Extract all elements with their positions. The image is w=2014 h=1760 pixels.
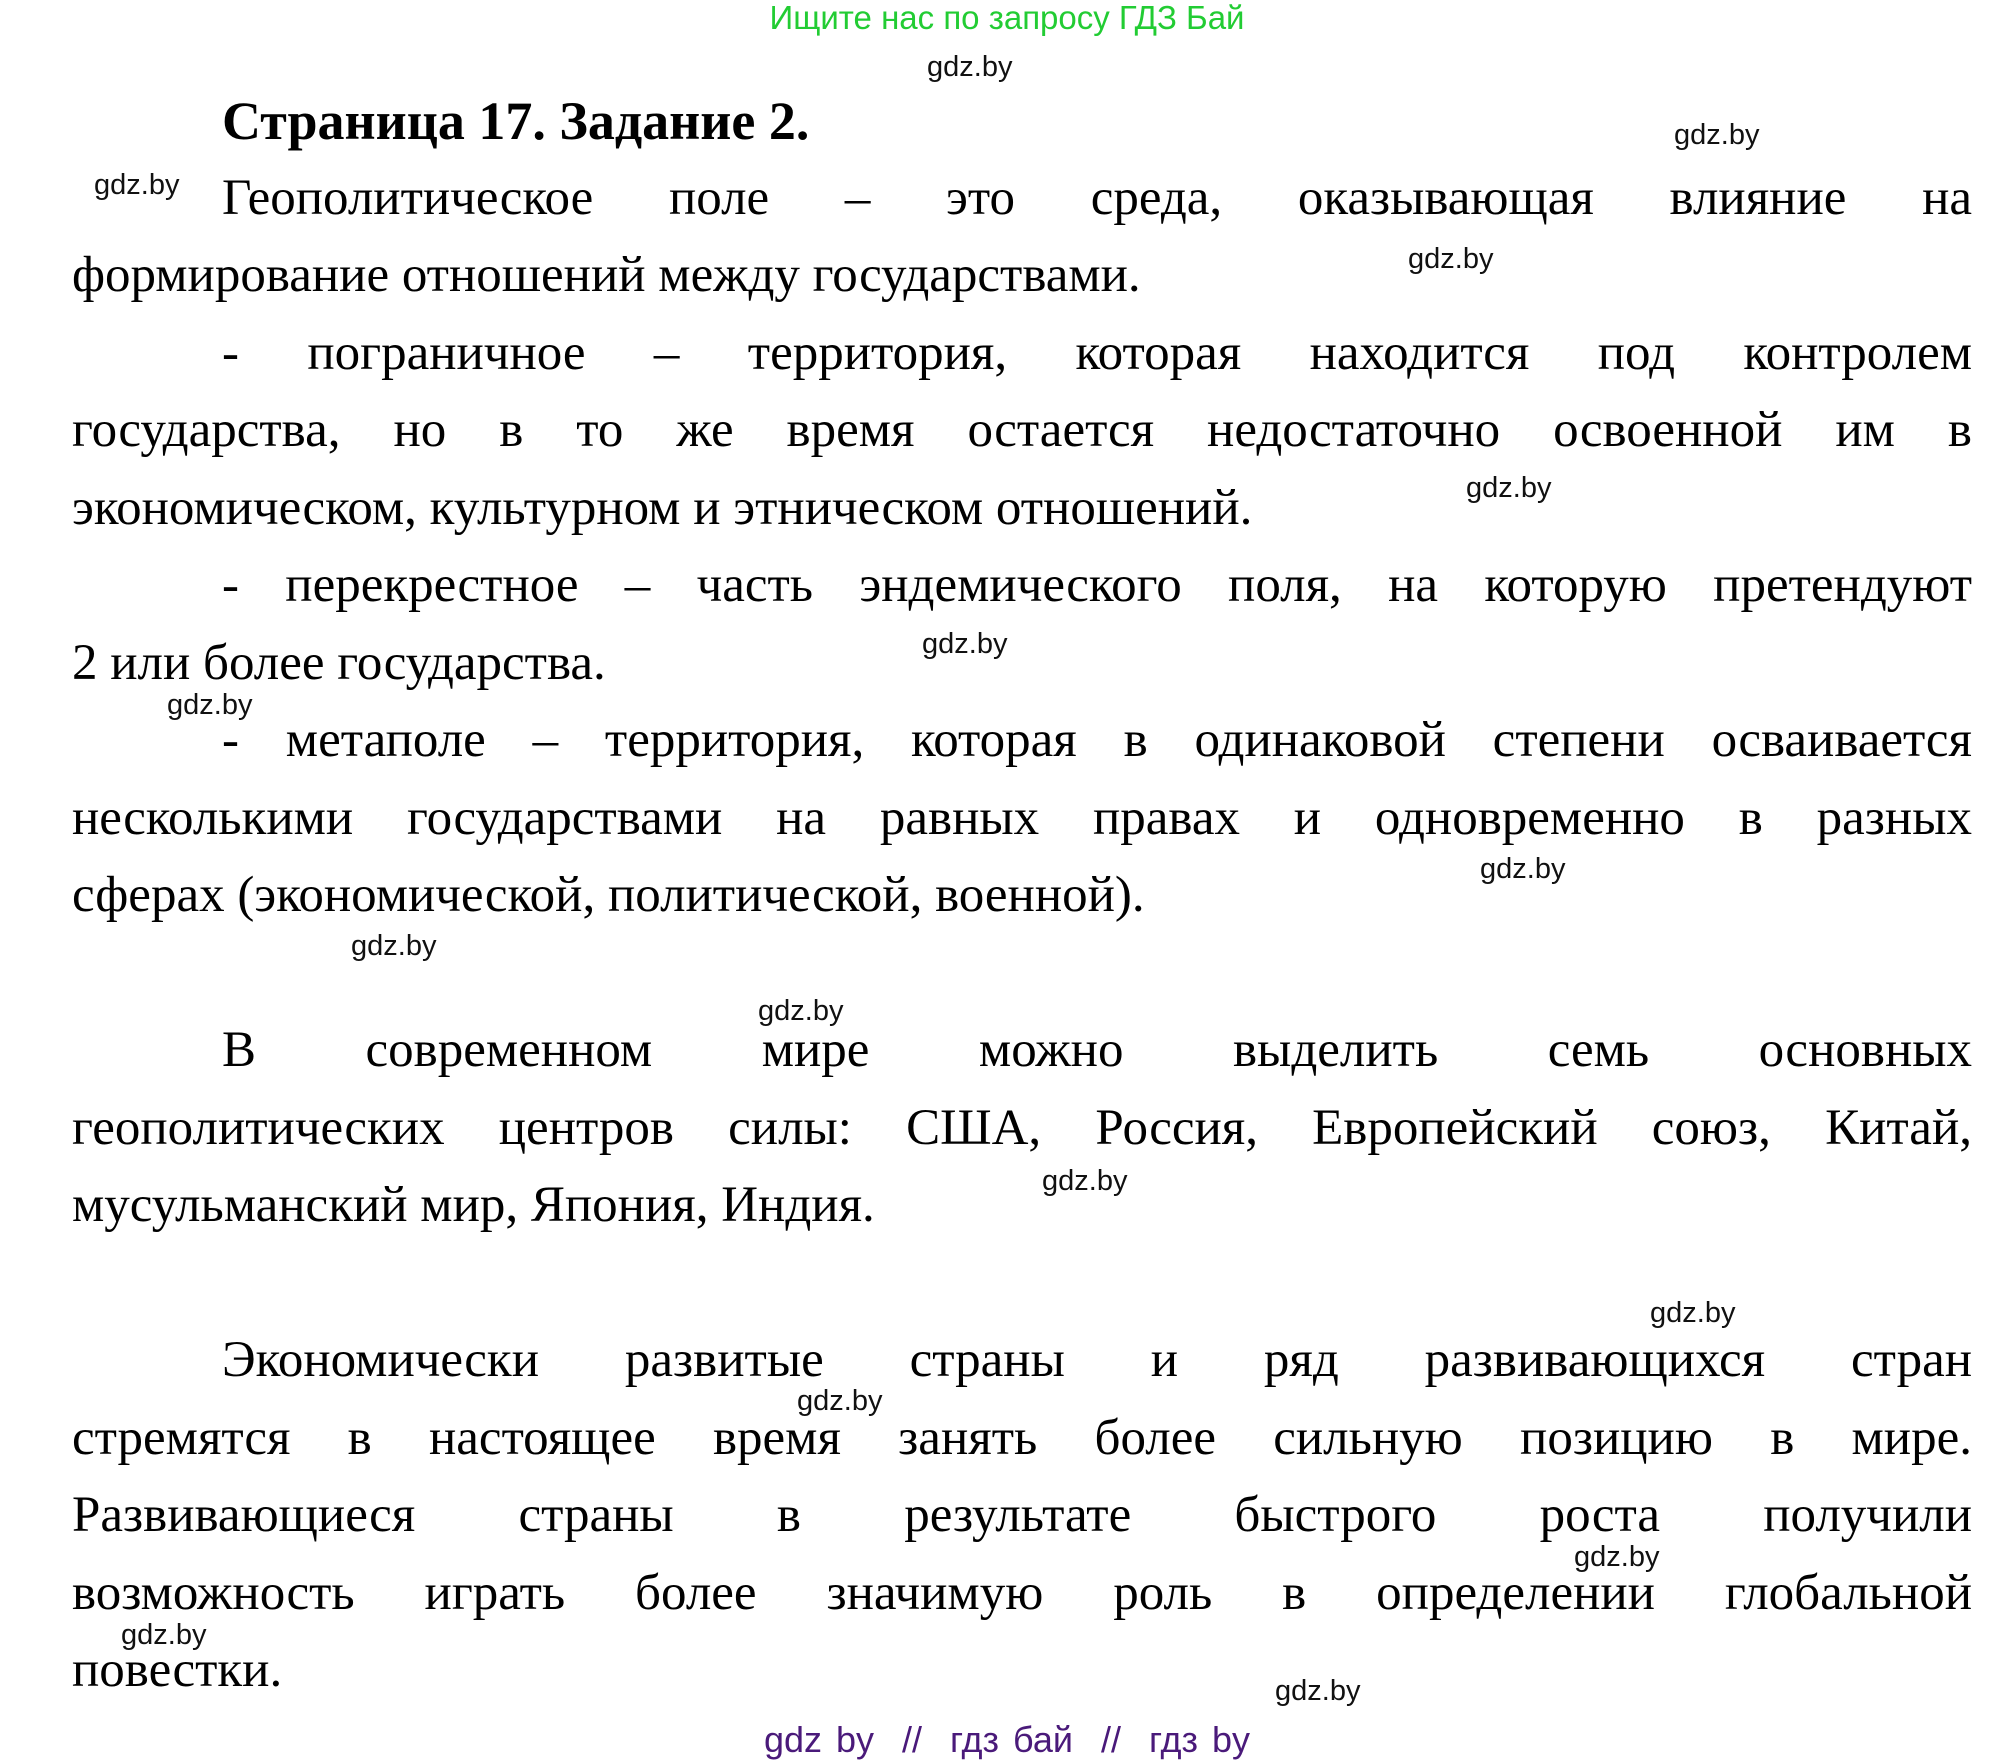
text-line: возможность играть более значимую роль в определении глобальной [72,1565,1972,1621]
text-line: - перекрестное – часть эндемического поля, на которую претендуют [222,557,1972,613]
page-title: Страница 17. Задание 2. [222,91,810,151]
text-line: геополитических центров силы: США, Россия, Европейский союз, Китай, [72,1100,1972,1156]
text-line: - пограничное – территория, которая находится под контролем [222,325,1972,381]
search-banner[interactable]: Ищите нас по запросу ГДЗ Бай [769,0,1245,36]
watermark: gdz.by [927,51,1013,83]
watermark: gdz.by [1480,853,1566,885]
watermark: gdz.by [121,1619,207,1651]
watermark: gdz.by [1650,1297,1736,1329]
text-line: экономическом, культурном и этническом отношений. [72,480,1253,536]
text-line: В современном мире можно выделить семь основных [222,1022,1972,1078]
watermark: gdz.by [167,689,253,721]
text-line: формирование отношений между государствами. [72,247,1141,303]
watermark: gdz.by [351,930,437,962]
text-line: Экономически развитые страны и ряд развивающихся стран [222,1332,1972,1388]
text-line: Развивающиеся страны в результате быстрого роста получили [72,1487,1972,1543]
text-line: Геополитическое поле – это среда, оказывающая влияние на [222,170,1972,226]
watermark: gdz.by [797,1385,883,1417]
text-line: повестки. [72,1642,283,1698]
text-line: государства, но в то же время остается недостаточно освоенной им в [72,402,1972,458]
watermark: gdz.by [922,628,1008,660]
text-line: несколькими государствами на равных правах и одновременно в разных [72,790,1972,846]
footer-links[interactable] [0,1720,2014,1760]
text-line: стремятся в настоящее время занять более сильную позицию в мире. [72,1410,1972,1466]
text-line: мусульманский мир, Япония, Индия. [72,1177,875,1233]
watermark: gdz.by [1408,243,1494,275]
watermark: gdz.by [758,995,844,1027]
watermark: gdz.by [94,169,180,201]
watermark: gdz.by [1042,1165,1128,1197]
watermark: gdz.by [1674,119,1760,151]
text-line: - метаполе – территория, которая в одинаковой степени осваивается [222,712,1972,768]
watermark: gdz.by [1574,1541,1660,1573]
text-line: 2 или более государства. [72,635,606,691]
watermark: gdz.by [1466,472,1552,504]
text-line: сферах (экономической, политической, военной). [72,867,1145,923]
footer-links-text[interactable]: gdz by // гдз бай // гдз by [763,1719,1251,1760]
watermark: gdz.by [1275,1675,1361,1707]
